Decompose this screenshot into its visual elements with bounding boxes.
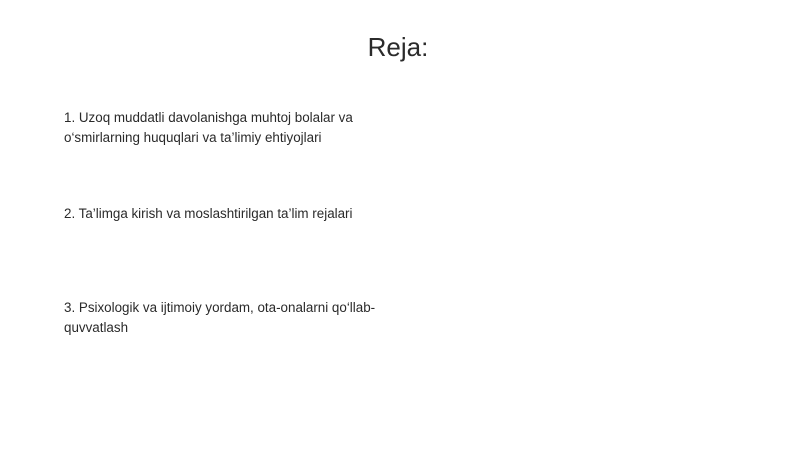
- plan-item-1-line-2: o‘smirlarning huquqlari va ta’limiy ehtiyojlari: [64, 130, 322, 145]
- plan-item-1-line-1: 1. Uzoq muddatli davolanishga muhtoj bolalar va: [64, 110, 353, 125]
- slide-title: Reja:: [367, 32, 429, 62]
- plan-item-1: [64, 108, 404, 148]
- plan-item-2: [64, 204, 404, 224]
- plan-item-3-line-1: 3. Psixologik va ijtimoiy yordam, ota-onalarni qo‘llab-: [64, 300, 376, 315]
- plan-item-3-line-2: quvvatlash: [64, 320, 129, 335]
- plan-item-2-line-1: 2. Ta’limga kirish va moslashtirilgan ta’lim rejalari: [64, 206, 353, 221]
- plan-item-3: [64, 298, 404, 338]
